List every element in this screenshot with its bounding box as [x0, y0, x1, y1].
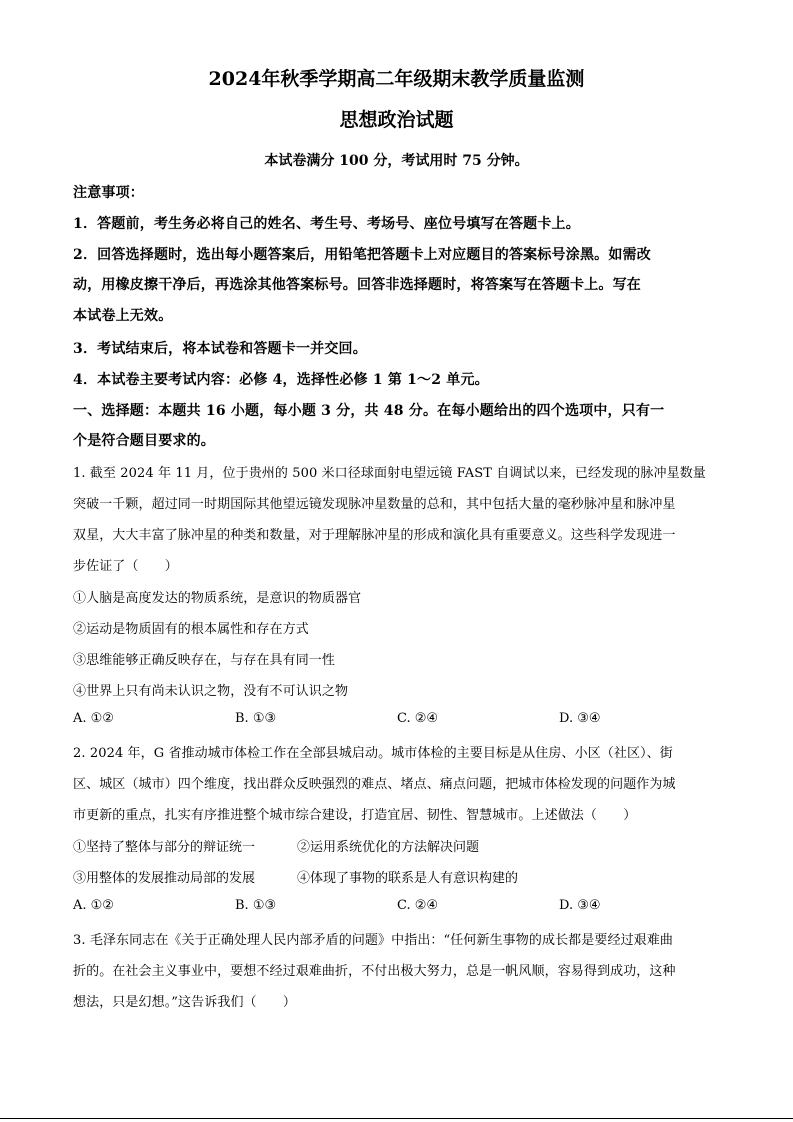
q2-option-b: B. ①③: [235, 898, 277, 913]
q1-stem-line-4: 步佐证了（ ）: [73, 559, 178, 574]
q3-stem-line-2: 折的。在社会主义事业中，要想不经过艰难曲折，不付出极大努力，总是一帆风顺，容易得到成功，这种: [73, 964, 676, 979]
notice-item-2-line-3: 本试卷上无效。: [73, 308, 173, 324]
q1-stem-line-2: 突破一千颗，超过同一时期国际其他望远镜发现脉冲星数量的总和，其中包括大量的毫秒脉冲星和脉冲星: [73, 497, 676, 512]
q1-statement-3: ③思维能够正确反映存在，与存在具有同一性: [73, 653, 336, 668]
q2-statement-1: ①坚持了整体与部分的辩证统一: [73, 840, 256, 855]
q1-option-a: A. ①②: [73, 711, 114, 726]
q1-option-d: D. ③④: [559, 711, 601, 726]
q3-stem-line-1: 3. 毛泽东同志在《关于正确处理人民内部矛盾的问题》中指出：“任何新生事物的成长都是要经过艰难曲: [73, 933, 673, 948]
q2-statement-4: ④体现了事物的联系是人有意识构建的: [297, 871, 519, 886]
page-bottom-rule: [0, 1118, 793, 1119]
subject-title: 思想政治试题: [339, 109, 454, 131]
q1-stem-line-1: 1. 截至 2024 年 11 月，位于贵州的 500 米口径球面射电望远镜 FAST 自调试以来，已经发现的脉冲星数量: [73, 466, 706, 481]
notice-item-1: 1．答题前，考生务必将自己的姓名、考生号、考场号、座位号填写在答题卡上。: [73, 216, 580, 232]
q1-option-c: C. ②④: [397, 711, 439, 726]
q1-statement-1: ①人脑是高度发达的物质系统，是意识的物质器官: [73, 591, 362, 606]
exam-title: 2024年秋季学期高二年级期末教学质量监测: [208, 68, 585, 90]
q2-statement-3: ③用整体的发展推动局部的发展: [73, 871, 256, 886]
notice-item-3: 3．考试结束后，将本试卷和答题卡一并交回。: [73, 341, 367, 357]
notice-item-2-line-1: 2．回答选择题时，选出每小题答案后，用铅笔把答题卡上对应题目的答案标号涂黑。如需改: [73, 247, 651, 263]
q3-stem-line-3: 想法，只是幻想。”这告诉我们（ ）: [73, 995, 296, 1010]
q2-stem-line-3: 市更新的重点，扎实有序推进整个城市综合建设，打造宜居、韧性、智慧城市。上述做法（ ）: [73, 808, 637, 823]
q2-stem-line-1: 2. 2024 年，G 省推动城市体检工作在全部县城启动。城市体检的主要目标是从住房、小区（社区）、街: [73, 746, 673, 761]
notice-heading: 注意事项：: [73, 185, 144, 201]
q2-option-c: C. ②④: [397, 898, 439, 913]
score-note: 本试卷满分 100 分，考试用时 75 分钟。: [264, 153, 529, 169]
q2-option-a: A. ①②: [73, 898, 114, 913]
q2-statement-2: ②运用系统优化的方法解决问题: [297, 840, 480, 855]
q1-option-b: B. ①③: [235, 711, 277, 726]
q1-statement-2: ②运动是物质固有的根本属性和存在方式: [73, 622, 309, 637]
notice-item-2-line-2: 动，用橡皮擦干净后，再选涂其他答案标号。回答非选择题时，将答案写在答题卡上。写在: [73, 277, 641, 293]
notice-item-4: 4．本试卷主要考试内容：必修 4，选择性必修 1 第 1～2 单元。: [73, 372, 489, 388]
section-1-heading-line-2: 个是符合题目要求的。: [73, 433, 215, 449]
q2-option-d: D. ③④: [559, 898, 601, 913]
section-1-heading-line-1: 一、选择题：本题共 16 小题，每小题 3 分，共 48 分。在每小题给出的四个选项中，只有一: [73, 403, 665, 419]
q1-stem-line-3: 双星，大大丰富了脉冲星的种类和数量，对于理解脉冲星的形成和演化具有重要意义。这些科学发现进一: [73, 528, 676, 543]
q1-statement-4: ④世界上只有尚未认识之物，没有不可认识之物: [73, 684, 349, 699]
q2-stem-line-2: 区、城区（城市）四个维度，找出群众反映强烈的难点、堵点、痛点问题，把城市体检发现的问题作为城: [73, 777, 676, 792]
